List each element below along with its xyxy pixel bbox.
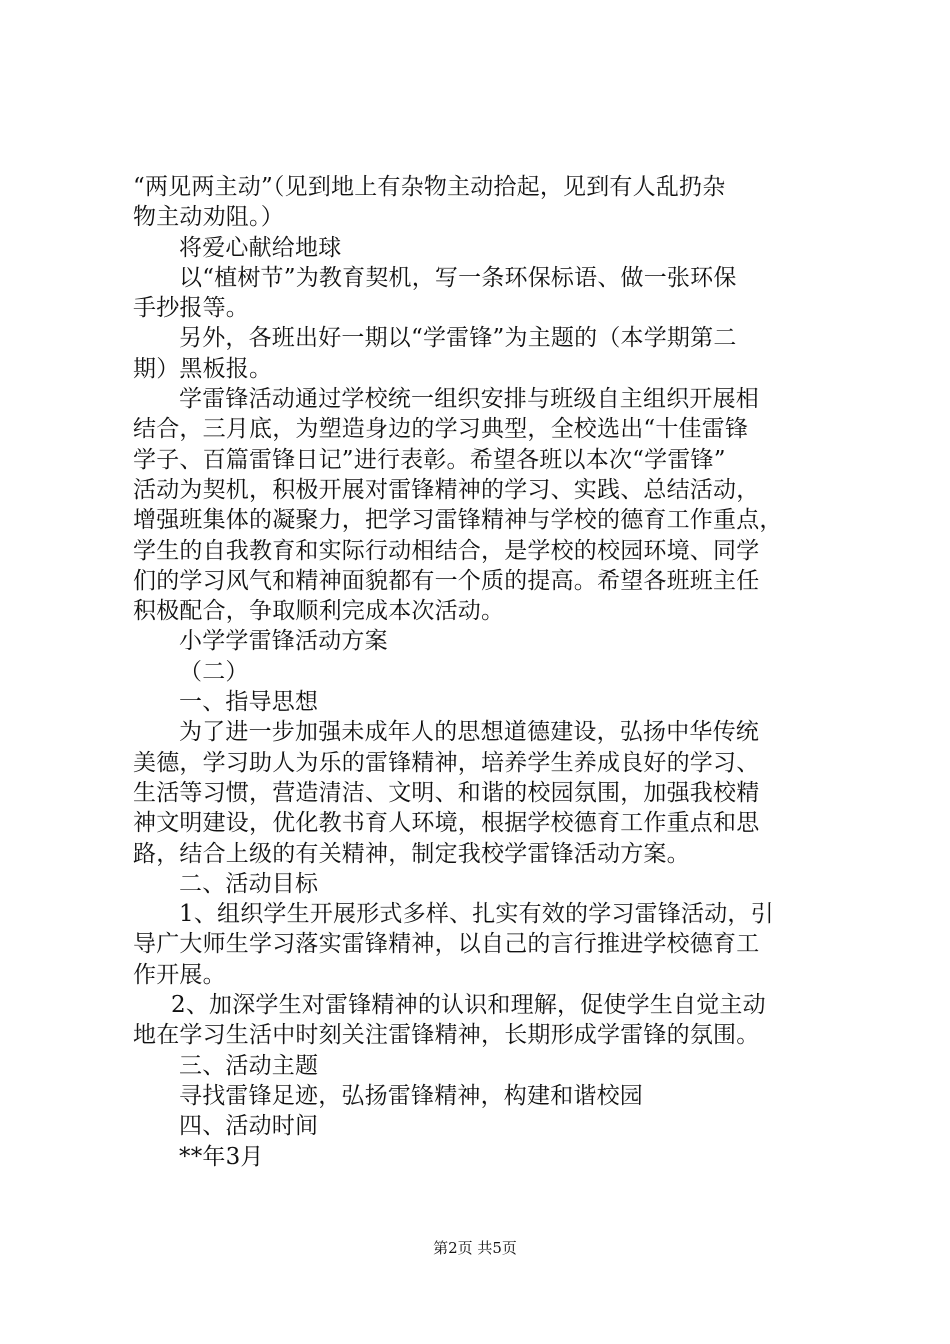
text-line: 积极配合，争取顺利完成本次活动。 xyxy=(133,598,505,625)
section-heading: 一、指导思想 xyxy=(179,689,319,716)
text-line: 学雷锋活动通过学校统一组织安排与班级自主组织开展相 xyxy=(179,386,759,413)
text-line: 以“植树节”为教育契机，写一条环保标语、做一张环保 xyxy=(179,264,737,291)
text-line: 结合，三月底，为塑造身边的学习典型，全校选出“十佳雷锋 xyxy=(133,416,749,443)
text-line: 另外，各班出好一期以“学雷锋”为主题的（本学期第二 xyxy=(179,325,737,352)
text-line: 2、加深学生对雷锋精神的认识和理解，促使学生自觉主动 xyxy=(171,992,766,1019)
document-body xyxy=(133,172,833,1172)
text-line: 神文明建设，优化教书育人环境，根据学校德育工作重点和思 xyxy=(133,810,760,837)
text-line: 作开展。 xyxy=(133,961,226,988)
text-line: 1、组织学生开展形式多样、扎实有效的学习雷锋活动，引 xyxy=(179,901,774,928)
text-line: 活动为契机，积极开展对雷锋精神的学习、实践、总结活动， xyxy=(133,476,760,503)
text-line: 们的学习风气和精神面貌都有一个质的提高。希望各班班主任 xyxy=(133,567,760,594)
text-line: 物主动劝阻。） xyxy=(133,204,284,231)
text-line: 路，结合上级的有关精神，制定我校学雷锋活动方案。 xyxy=(133,840,690,867)
text-line: 地在学习生活中时刻关注雷锋精神，长期形成学雷锋的氛围。 xyxy=(133,1022,760,1049)
text-line: 手抄报等。 xyxy=(133,295,249,322)
text-line: 导广大师生学习落实雷锋精神，以自己的言行推进学校德育工 xyxy=(133,931,760,958)
page-number: 第2页 共5页 xyxy=(433,1239,517,1257)
section-subtitle: （二） xyxy=(179,658,249,685)
text-line: 增强班集体的凝聚力，把学习雷锋精神与学校的德育工作重点， xyxy=(133,507,783,534)
text-line: **年3月 xyxy=(179,1143,264,1170)
text-line: 学生的自我教育和实际行动相结合，是学校的校园环境、同学 xyxy=(133,537,760,564)
text-line: 学子、百篇雷锋日记”进行表彰。希望各班以本次“学雷锋” xyxy=(133,446,726,473)
text-line: 将爱心献给地球 xyxy=(179,234,342,261)
section-title: 小学学雷锋活动方案 xyxy=(179,628,388,655)
text-line: 生活等习惯，营造清洁、文明、和谐的校园氛围，加强我校精 xyxy=(133,779,760,806)
text-line: 寻找雷锋足迹，弘扬雷锋精神，构建和谐校园 xyxy=(179,1082,643,1109)
section-heading: 三、活动主题 xyxy=(179,1052,319,1079)
text-line: 期）黑板报。 xyxy=(133,355,273,382)
section-heading: 二、活动目标 xyxy=(179,870,319,897)
text-line: 美德，学习助人为乐的雷锋精神，培养学生养成良好的学习、 xyxy=(133,749,760,776)
text-line: 为了进一步加强未成年人的思想道德建设，弘扬中华传统 xyxy=(179,719,759,746)
section-heading: 四、活动时间 xyxy=(179,1113,319,1140)
text-line: “两见两主动”（见到地上有杂物主动拾起，见到有人乱扔杂 xyxy=(133,174,726,200)
